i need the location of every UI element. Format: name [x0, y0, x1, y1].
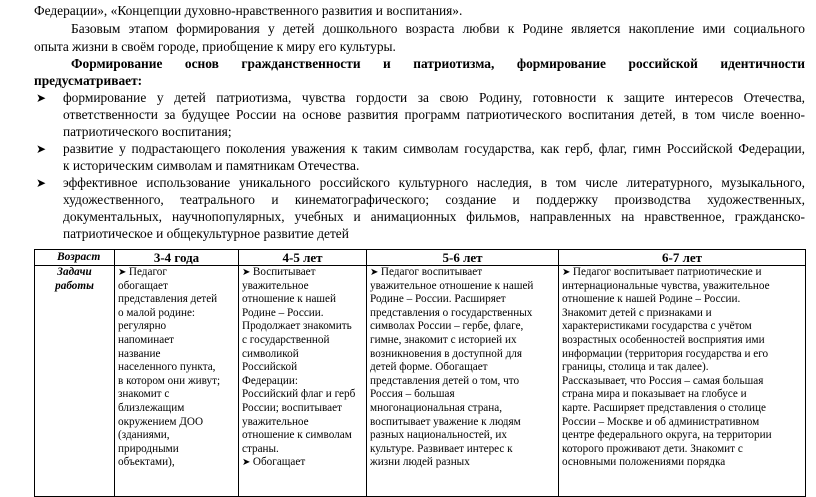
cell-text: детей форме. Обогащает: [370, 361, 488, 374]
bullet-3-line-2: художественного, театрального и кинематографического; создание и поддержку производства художественных,: [63, 192, 805, 207]
cell-text: представления детей: [118, 293, 218, 306]
cell-text: Знакомит детей с признаками и: [562, 306, 712, 319]
cell-3-4: [115, 266, 239, 497]
cell-text-line: [118, 293, 235, 307]
cell-text-line: [118, 307, 235, 321]
bullet-2-line-1: развитие у подрастающего поколения уважения к таким символам государства, как герб, флаг, гимн Российской Федерации,: [63, 141, 805, 156]
cell-text-line: [118, 388, 235, 402]
cell-text: возрастных особенностей восприятия ими: [562, 333, 765, 346]
cell-text-line: [562, 429, 802, 443]
cell-text-line: [118, 348, 235, 362]
intro-line: Федерации», «Концепции духовно-нравственного развития и воспитания».: [34, 3, 463, 18]
bullet-3-line-1: эффективное использование уникального российского культурного наследия, в том числе литературного, музыкального,: [63, 175, 805, 190]
header-5-6: 5-6 лет: [367, 250, 559, 266]
cell-text-line: [370, 266, 555, 280]
cell-text: основными положениями порядка: [562, 456, 726, 469]
cell-text: характеристиками государства с учётом: [562, 320, 752, 333]
header-age: Возраст: [35, 250, 115, 266]
cell-text: регулярно: [118, 320, 167, 333]
cell-text-line: [370, 293, 555, 307]
cell-text: страны.: [242, 442, 279, 455]
cell-text: окружением ДОО: [118, 415, 204, 428]
cell-4-5: [239, 266, 367, 497]
cell-text-line: [370, 361, 555, 375]
cell-text-line: [242, 293, 363, 307]
arrow-bullet-icon: ➤: [118, 267, 129, 278]
row-label: [35, 266, 115, 497]
cell-text-line: [562, 443, 802, 457]
cell-text: Рассказывает, что Россия – самая большая: [562, 374, 764, 387]
cell-text: Россия – большая: [370, 388, 455, 401]
cell-text-line: [562, 388, 802, 402]
cell-text: Родине – России.: [242, 306, 324, 319]
cell-text: гимне, знакомит с историей их: [370, 333, 517, 346]
cell-text: России – Москве и об административном: [562, 415, 760, 428]
cell-text-line: [242, 456, 363, 470]
header-3-4: 3-4 года: [115, 250, 239, 266]
row-label-line: работы: [55, 279, 94, 292]
cell-text: обогащает: [118, 279, 168, 292]
cell-text-line: [562, 416, 802, 430]
section-heading: Формирование основ гражданственности и патриотизма, формирование российской идентичности: [71, 56, 805, 71]
bullet-1-line-2: ответственности за будущее России на основе развития программ патриотического воспитания детей, в том числе военно-: [63, 107, 805, 122]
cell-text: символикой: [242, 347, 299, 360]
cell-text-line: [242, 320, 363, 334]
cell-text-line: [118, 443, 235, 457]
cell-text: о малой родине:: [118, 306, 196, 319]
paragraph-1-line-1: Базовым этапом формирования у детей дошкольного возраста любви к Родине является накопление ими социального: [71, 21, 805, 36]
cell-text-line: [562, 375, 802, 389]
cell-text: границы, столица и так далее).: [562, 361, 709, 374]
cell-text: разных национальностей, их: [370, 429, 507, 442]
cell-text: знакомит с: [118, 388, 170, 401]
cell-text: Российской: [242, 361, 298, 374]
cell-text: с государственной: [242, 333, 330, 346]
cell-text-line: [118, 402, 235, 416]
cell-text: многонациональная страна,: [370, 401, 503, 414]
cell-text: уважительное отношение к нашей: [370, 279, 534, 292]
cell-text-line: [562, 293, 802, 307]
cell-text: символах России – гербе, флаге,: [370, 320, 524, 333]
cell-text-line: [562, 334, 802, 348]
age-tasks-table: [34, 249, 806, 497]
cell-text: (зданиями,: [118, 429, 170, 442]
cell-text-line: [118, 320, 235, 334]
cell-text-line: [562, 456, 802, 470]
cell-text: название: [118, 347, 161, 360]
cell-text-line: [118, 456, 235, 470]
bullet-3-line-4: патриотическое и общекультурное развитие детей: [63, 226, 349, 241]
cell-text: объектами),: [118, 456, 175, 469]
bullet-3-line-3: документальных, научнопопулярных, учебных и анимационных фильмов, направленных на нравственное, гражданско-: [63, 209, 805, 224]
cell-text-line: [370, 402, 555, 416]
arrow-bullet-icon: ➤: [562, 267, 573, 278]
cell-text-line: [118, 416, 235, 430]
cell-text: воспитывает уважение к людям: [370, 415, 521, 428]
cell-text-line: [370, 416, 555, 430]
cell-text-line: [242, 348, 363, 362]
paragraph-1-line-2: опыта жизни в своём городе, приобщение к миру его культуры.: [34, 39, 396, 54]
cell-text-line: [242, 361, 363, 375]
header-6-7: 6-7 лет: [559, 250, 806, 266]
cell-text-line: [370, 348, 555, 362]
cell-text-line: [242, 266, 363, 280]
bullet-1-line-3: патриотического воспитания;: [63, 124, 232, 139]
cell-text: близлежащим: [118, 401, 185, 414]
cell-text-line: [370, 307, 555, 321]
cell-text: возникновения в доступной для: [370, 347, 523, 360]
header-4-5: 4-5 лет: [239, 250, 367, 266]
table-row: [35, 266, 806, 497]
cell-text: жизни людей разных: [370, 456, 470, 469]
cell-text-line: [370, 280, 555, 294]
table-header-row: [35, 250, 806, 266]
cell-text: населенного пункта,: [118, 361, 216, 374]
cell-text: отношение к символам: [242, 429, 352, 442]
cell-text: представления о государственных: [370, 306, 533, 319]
cell-text-line: [562, 280, 802, 294]
cell-text: страна мира и показывает на глобусе и: [562, 388, 747, 401]
cell-text-line: [370, 388, 555, 402]
cell-text: Федерации:: [242, 374, 298, 387]
cell-text-line: [242, 429, 363, 443]
cell-text-line: [242, 375, 363, 389]
arrow-bullet-icon: ➤: [242, 457, 253, 469]
cell-text: в котором они живут;: [118, 374, 221, 387]
cell-text: отношение к нашей Родине – России.: [562, 293, 741, 306]
cell-text: центре федерального округа, на территории: [562, 429, 772, 442]
cell-6-7: [559, 266, 806, 497]
cell-text: культуре. Развивает интерес к: [370, 442, 513, 455]
bullet-1-line-1: формирование у детей патриотизма, чувства гордости за свою Родину, готовности к защите интересов Отечества,: [63, 90, 805, 105]
cell-text-line: [242, 402, 363, 416]
cell-text-line: [370, 334, 555, 348]
arrow-bullet-icon: ➤: [370, 267, 381, 278]
cell-text-line: [118, 280, 235, 294]
cell-text: России; воспитывает: [242, 401, 343, 414]
cell-text-line: [370, 456, 555, 470]
cell-text-line: [118, 334, 235, 348]
cell-text: природными: [118, 442, 179, 455]
cell-text-line: [242, 443, 363, 457]
cell-text: Педагог воспитывает патриотические и: [572, 266, 762, 278]
cell-text: Продолжает знакомить: [242, 320, 352, 333]
arrow-bullet-icon: ➤: [242, 267, 253, 278]
cell-text-line: [118, 429, 235, 443]
cell-text: напоминает: [118, 333, 175, 346]
cell-text: Воспитывает: [252, 266, 316, 278]
cell-text: интернациональные чувства, уважительное: [562, 279, 770, 292]
cell-text-line: [370, 443, 555, 457]
cell-text-line: [370, 375, 555, 389]
cell-text-line: [118, 361, 235, 375]
cell-text-line: [242, 307, 363, 321]
cell-text-line: [562, 361, 802, 375]
cell-text: отношение к нашей: [242, 293, 336, 306]
cell-5-6: [367, 266, 559, 497]
cell-text: Родине – России. Расширяет: [370, 293, 506, 306]
cell-text-line: [562, 266, 802, 280]
cell-text-line: [562, 320, 802, 334]
cell-text-line: [562, 402, 802, 416]
cell-text-line: [242, 388, 363, 402]
cell-text: Обогащает: [252, 456, 306, 469]
arrow-bullet-icon: ➤: [36, 91, 47, 105]
cell-text: которого проживают дети. Знакомит с: [562, 442, 743, 455]
cell-text: Педагог: [128, 266, 167, 278]
arrow-bullet-icon: ➤: [36, 142, 47, 156]
cell-text-line: [118, 375, 235, 389]
cell-text-line: [562, 348, 802, 362]
cell-text-line: [242, 280, 363, 294]
cell-text: Российский флаг и герб: [242, 388, 356, 401]
cell-text: информации (территория государства и его: [562, 347, 769, 360]
cell-text: карте. Расширяет представления о столице: [562, 401, 766, 414]
bullet-2-line-2: к историческим символам и памятникам Отечества.: [63, 158, 360, 173]
cell-text: Педагог воспитывает: [380, 266, 483, 278]
cell-text-line: [118, 266, 235, 280]
cell-text: уважительное: [242, 279, 309, 292]
cell-text-line: [370, 429, 555, 443]
cell-text-line: [562, 307, 802, 321]
row-label-line: Задачи: [57, 266, 92, 278]
cell-text-line: [370, 320, 555, 334]
cell-text: уважительное: [242, 415, 309, 428]
cell-text: представления детей о том, что: [370, 374, 520, 387]
cell-text-line: [242, 334, 363, 348]
cell-text-line: [242, 416, 363, 430]
section-heading-continued: предусматривает:: [34, 73, 143, 88]
arrow-bullet-icon: ➤: [36, 176, 47, 190]
